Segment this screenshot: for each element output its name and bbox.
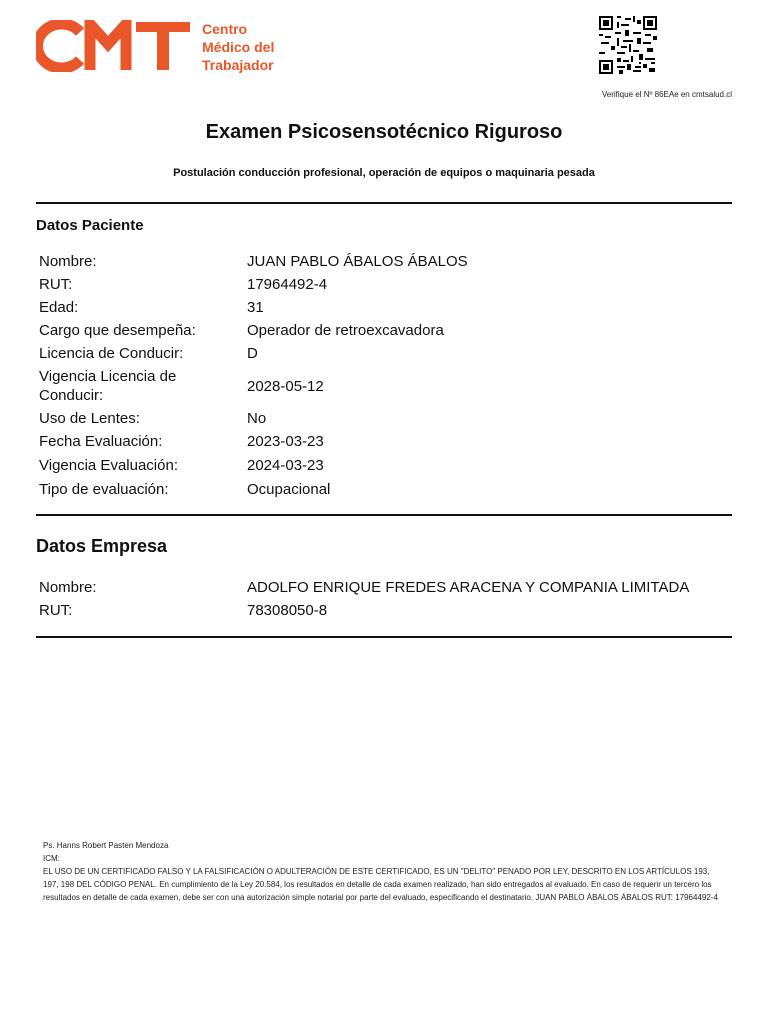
field-value: D [247, 345, 258, 362]
section-title-paciente: Datos Paciente [36, 217, 144, 234]
document-title: Examen Psicosensotécnico Riguroso [205, 121, 563, 143]
logo-line-3: Trabajador [202, 57, 274, 73]
divider [36, 202, 732, 204]
field-row [39, 319, 729, 342]
legal-notice: EL USO DE UN CERTIFICADO FALSO Y LA FALSIFICACIÓN O ADULTERACIÓN DE ESTE CERTIFICADO, ES UN "DELITO" PENADO POR LEY, DESCRITO EN LOS ARTÍCULOS 193, 197, 198 DEL CÓDIGO PENAL. En cumplimiento de la Ley 20.584, los resultados en detalle de cada examen realizado, han sido entregados al evaluado. En caso de requerir un tercero los resultados en detalle de cada examen, debe ser con una autorización simple notarial por parte del evaluado, especificando el destinatario. JUAN PABLO ÁBALOS ÁBALOS RUT: 17964492-4 [43, 867, 718, 902]
field-label: Edad: [39, 299, 79, 316]
field-label: Tipo de evaluación: [39, 480, 169, 498]
field-value: 2024-03-23 [247, 456, 324, 474]
empresa-fields [39, 576, 729, 622]
divider [36, 636, 732, 638]
footer-legal [43, 839, 723, 904]
field-value: 2028-05-12 [247, 377, 324, 395]
field-label: RUT: [39, 602, 73, 619]
field-row [39, 273, 729, 296]
field-value: No [247, 410, 267, 427]
paciente-fields [39, 250, 729, 501]
field-row [39, 477, 729, 501]
field-value: 78308050-8 [247, 602, 328, 619]
field-row [39, 453, 729, 477]
qr-code-icon [599, 16, 657, 74]
field-row [39, 250, 729, 273]
field-row [39, 430, 729, 453]
field-label: Cargo que desempeña: [39, 322, 196, 339]
field-label: RUT: [39, 276, 73, 293]
cmt-logo-mark [36, 20, 192, 72]
field-value: Ocupacional [247, 480, 331, 498]
signer-name: Ps. Hanns Robert Pasten Mendoza [43, 841, 169, 850]
cmt-logo [36, 20, 274, 72]
field-label: Fecha Evaluación: [39, 433, 163, 450]
verification-note: Verifique el Nº 86EAe en cmtsalud.cl [601, 90, 732, 99]
field-row [39, 407, 729, 430]
field-row [39, 296, 729, 319]
icm-label: ICM: [43, 854, 60, 863]
field-label: Licencia de Conducir: [39, 345, 184, 362]
field-label: Vigencia Licencia de Conducir: [39, 368, 177, 404]
field-value: 31 [247, 299, 264, 316]
field-row [39, 365, 729, 407]
field-row [39, 342, 729, 365]
logo-line-2: Médico del [202, 39, 275, 55]
section-title-empresa: Datos Empresa [36, 536, 168, 556]
field-value: 2023-03-23 [247, 433, 324, 450]
field-value: ADOLFO ENRIQUE FREDES ARACENA Y COMPANIA LIMITADA [247, 579, 690, 596]
document-subtitle: Postulación conducción profesional, operación de equipos o maquinaria pesada [173, 167, 595, 179]
field-row [39, 576, 729, 599]
field-value: 17964492-4 [247, 276, 328, 293]
field-label: Nombre: [39, 253, 97, 270]
field-label: Vigencia Evaluación: [39, 456, 178, 474]
logo-text [202, 20, 274, 74]
field-label: Uso de Lentes: [39, 410, 140, 427]
divider [36, 514, 732, 516]
field-label: Nombre: [39, 579, 97, 596]
field-value: JUAN PABLO ÁBALOS ÁBALOS [247, 253, 468, 270]
field-row [39, 599, 729, 622]
logo-line-1: Centro [202, 21, 248, 37]
field-value: Operador de retroexcavadora [247, 322, 444, 339]
